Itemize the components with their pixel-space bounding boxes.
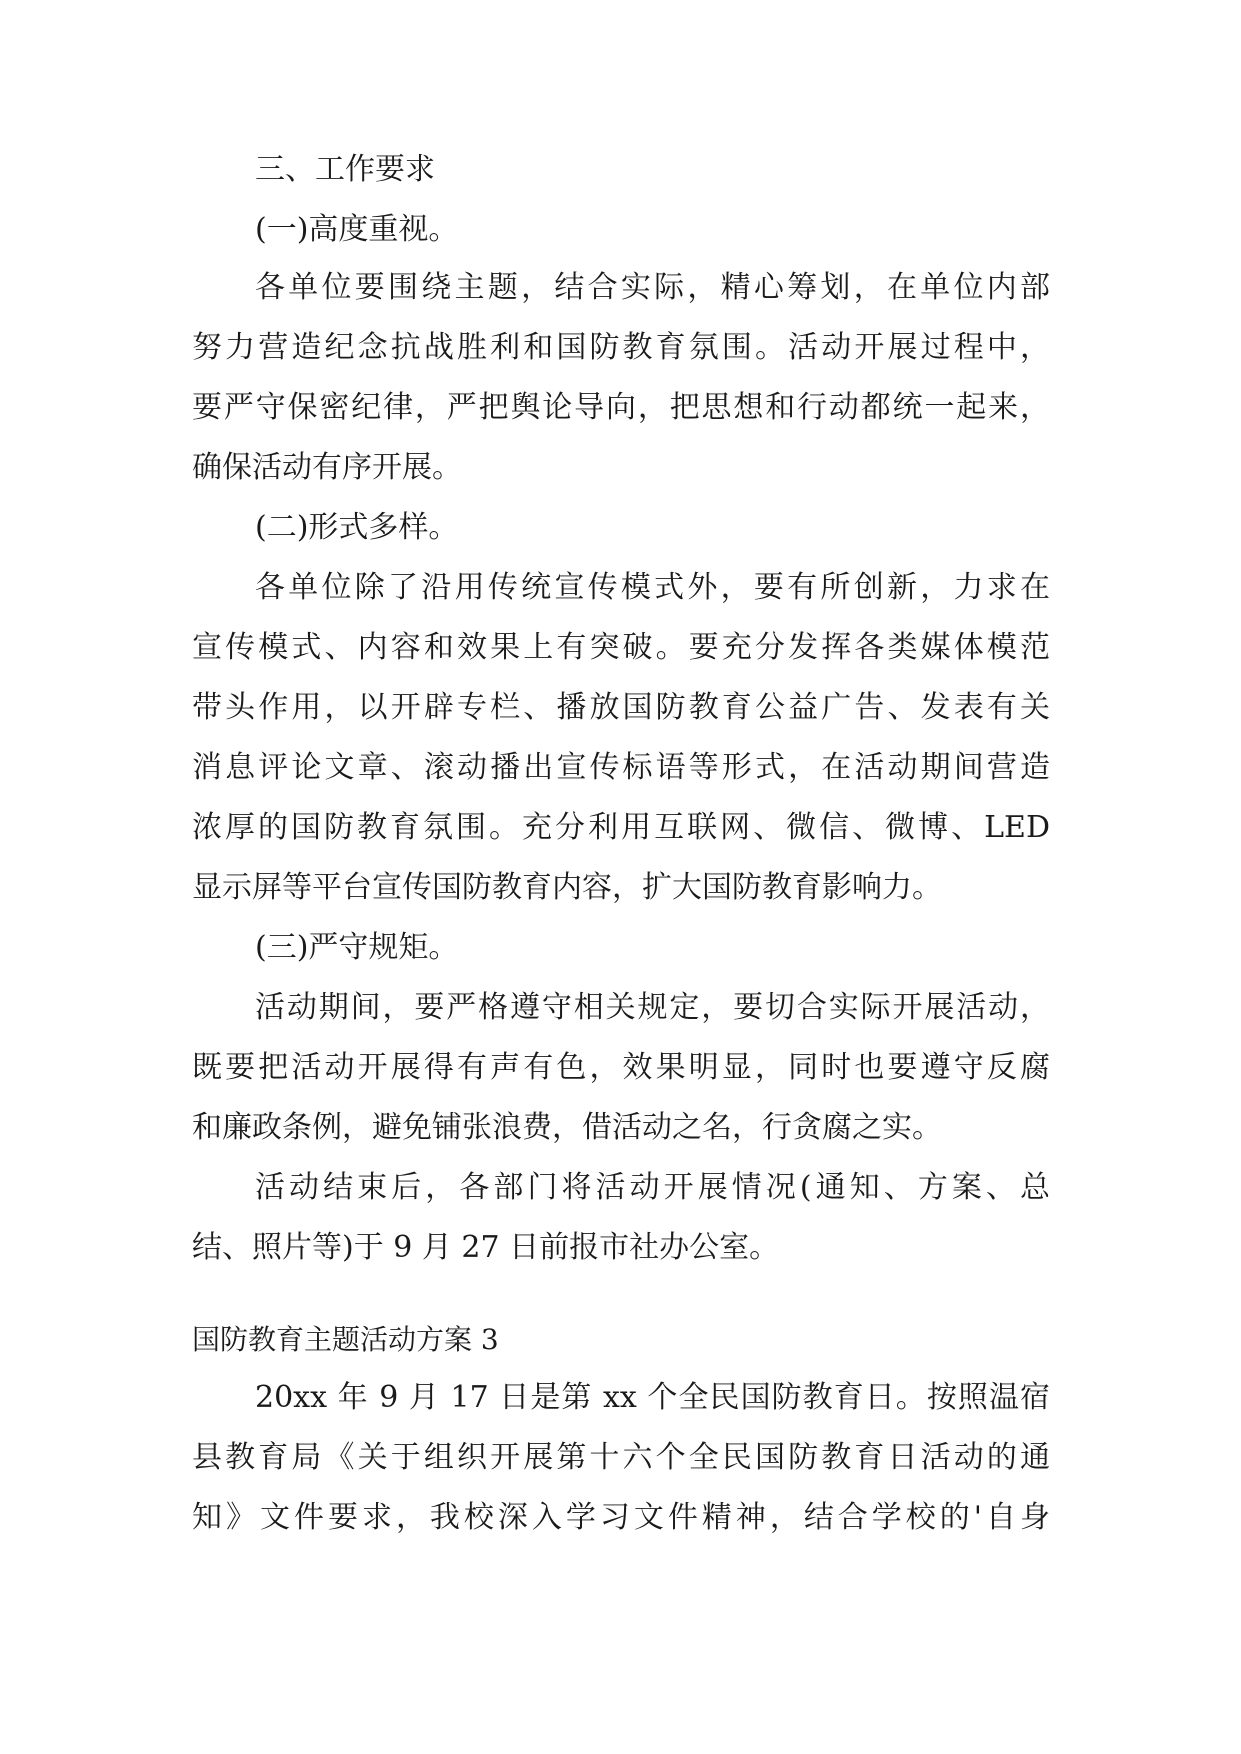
paragraph-line: 20xx 年 9 月 17 日是第 xx 个全民国防教育日。按照温宿: [255, 1380, 1050, 1415]
paragraph-line: 努力营造纪念抗战胜利和国防教育氛围。活动开展过程中，: [192, 330, 1050, 365]
paragraph-line: 各单位要围绕主题，结合实际，精心筹划，在单位内部: [255, 270, 1050, 305]
subsection-heading-2: (二)形式多样。: [255, 510, 459, 545]
paragraph-line: 宣传模式、内容和效果上有突破。要充分发挥各类媒体模范: [192, 630, 1050, 665]
paragraph-line: 知》文件要求，我校深入学习文件精神，结合学校的'自身: [192, 1500, 1050, 1535]
paragraph-line: 要严守保密纪律，严把舆论导向，把思想和行动都统一起来，: [192, 390, 1050, 425]
paragraph-line: 和廉政条例，避免铺张浪费，借活动之名，行贪腐之实。: [192, 1110, 942, 1145]
closing-line: 结、照片等)于 9 月 27 日前报市社办公室。: [192, 1230, 780, 1265]
section-heading: 三、工作要求: [255, 152, 435, 187]
paragraph-line: 各单位除了沿用传统宣传模式外，要有所创新，力求在: [255, 570, 1050, 605]
subsection-heading-1: (一)高度重视。: [255, 212, 459, 247]
paragraph-line: 浓厚的国防教育氛围。充分利用互联网、微信、微博、LED: [192, 810, 1050, 845]
next-plan-title: 国防教育主题活动方案 3: [192, 1323, 499, 1356]
paragraph-line: 带头作用，以开辟专栏、播放国防教育公益广告、发表有关: [192, 690, 1050, 725]
closing-line: 活动结束后，各部门将活动开展情况(通知、方案、总: [255, 1170, 1050, 1205]
paragraph-line: 显示屏等平台宣传国防教育内容，扩大国防教育影响力。: [192, 870, 942, 905]
paragraph-line: 活动期间，要严格遵守相关规定，要切合实际开展活动，: [255, 990, 1050, 1025]
paragraph-line: 确保活动有序开展。: [192, 450, 462, 485]
paragraph-line: 县教育局《关于组织开展第十六个全民国防教育日活动的通: [192, 1440, 1050, 1475]
paragraph-line: 消息评论文章、滚动播出宣传标语等形式，在活动期间营造: [192, 750, 1050, 785]
paragraph-line: 既要把活动开展得有声有色，效果明显，同时也要遵守反腐: [192, 1050, 1050, 1085]
subsection-heading-3: (三)严守规矩。: [255, 930, 459, 965]
